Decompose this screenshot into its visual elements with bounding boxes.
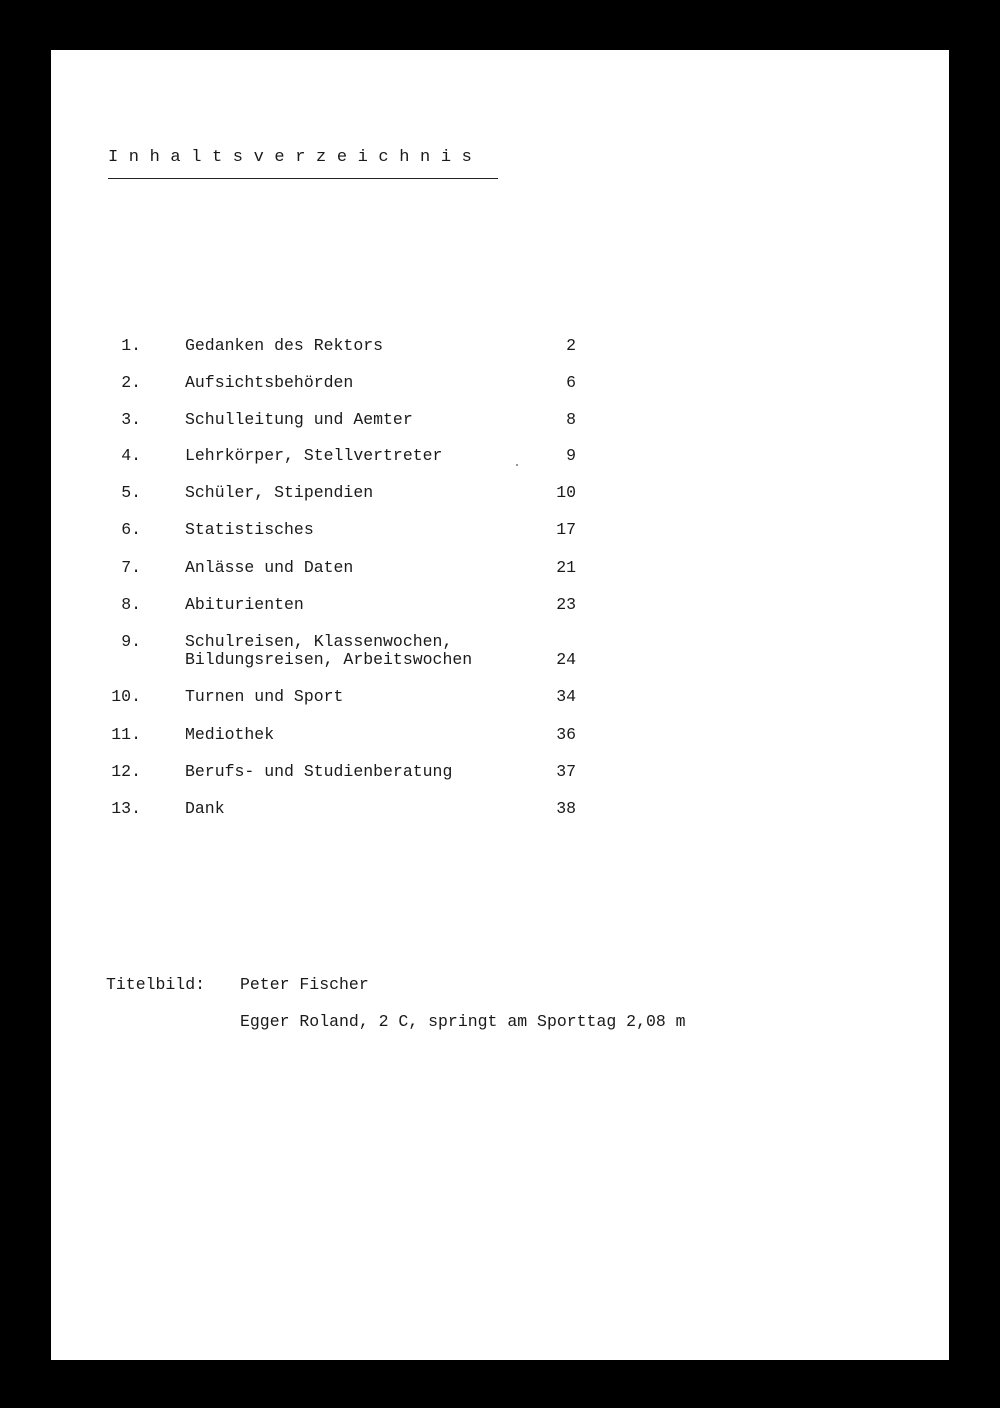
toc-title-line: Bildungsreisen, Arbeitswochen (185, 650, 473, 669)
credit-label: Titelbild: (106, 975, 206, 994)
toc-title (185, 484, 373, 502)
toc-title-line: Aufsichtsbehörden (185, 373, 354, 392)
toc-page-number: 8 (566, 410, 576, 429)
toc-title-line: Turnen und Sport (185, 687, 344, 706)
toc-page-number: 17 (556, 520, 576, 539)
toc-number: 7. (121, 558, 141, 577)
toc-page-number: 36 (556, 725, 576, 744)
toc-title-line: Schulreisen, Klassenwochen, (185, 632, 453, 651)
page-title: Inhaltsverzeichnis (108, 148, 483, 167)
toc-number: 2. (121, 373, 141, 392)
toc-number: 6. (121, 520, 141, 539)
toc-page-number: 34 (556, 687, 576, 706)
toc-title-line: Statistisches (185, 520, 314, 539)
toc-title (185, 337, 383, 355)
toc-number: 13. (111, 799, 141, 818)
toc-title-line: Gedanken des Rektors (185, 336, 384, 355)
toc-number: 3. (121, 410, 141, 429)
toc-title-line: Schüler, Stipendien (185, 483, 374, 502)
toc-page-number: 23 (556, 595, 576, 614)
toc-number: 4. (121, 446, 141, 465)
toc-number: 8. (121, 595, 141, 614)
toc-title-line: Dank (185, 799, 225, 818)
toc-title (185, 411, 413, 429)
toc-title (185, 559, 353, 577)
toc-page-number: 2 (566, 336, 576, 355)
toc-title-line: Mediothek (185, 725, 275, 744)
toc-number: 1. (121, 336, 141, 355)
credit-caption: Egger Roland, 2 C, springt am Sporttag 2,08 m (240, 1012, 686, 1031)
toc-title (185, 726, 274, 744)
toc-number: 12. (111, 762, 141, 781)
toc-number: 10. (111, 687, 141, 706)
title-underline (108, 178, 498, 179)
toc-title-line: Lehrkörper, Stellvertreter (185, 446, 443, 465)
toc-title (185, 521, 314, 539)
toc-page-number: 24 (556, 650, 576, 669)
toc-title-line: Anlässe und Daten (185, 558, 354, 577)
toc-page-number: 9 (566, 446, 576, 465)
toc-number: 9. (121, 632, 141, 651)
toc-title (185, 633, 472, 669)
toc-number: 11. (111, 725, 141, 744)
toc-title-line: Abiturienten (185, 595, 304, 614)
toc-title (185, 447, 442, 465)
toc-title (185, 800, 225, 818)
toc-title-line: Schulleitung und Aemter (185, 410, 413, 429)
toc-number: 5. (121, 483, 141, 502)
toc-title (185, 688, 343, 706)
toc-title-line: Berufs- und Studienberatung (185, 762, 453, 781)
toc-page-number: 6 (566, 373, 576, 392)
toc-page-number: 21 (556, 558, 576, 577)
toc-page-number: 10 (556, 483, 576, 502)
credit-photographer: Peter Fischer (240, 975, 369, 994)
print-speck (516, 464, 518, 466)
document-page (51, 50, 949, 1360)
toc-title (185, 374, 353, 392)
toc-page-number: 38 (556, 799, 576, 818)
toc-page-number: 37 (556, 762, 576, 781)
toc-title (185, 763, 452, 781)
toc-title (185, 596, 304, 614)
